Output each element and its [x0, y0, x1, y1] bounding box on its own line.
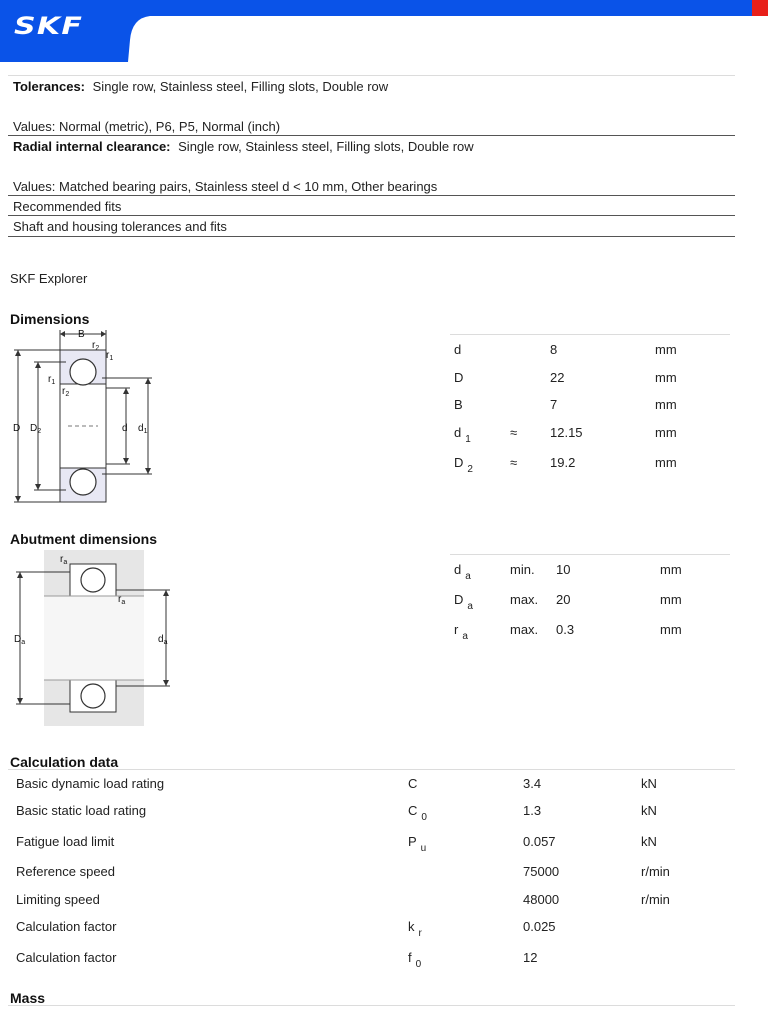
- dimension-unit: mm: [655, 455, 677, 470]
- calc-value: 75000: [523, 864, 560, 879]
- header-banner: [0, 0, 768, 62]
- svg-text:r2: $r_2$: [92, 340, 100, 352]
- abutment-qualifier: max.: [510, 592, 539, 607]
- clearance-text[interactable]: Single row, Stainless steel, Filling slots, Double row: [178, 139, 474, 154]
- dimension-value: 8: [550, 342, 558, 357]
- dimension-symbol: D: [454, 370, 464, 385]
- svg-text:r1: $r_1$: [48, 374, 56, 386]
- skf-logo[interactable]: SKF: [14, 12, 84, 40]
- dimension-value: 12.15: [550, 425, 583, 440]
- svg-text:ra: $r_a$: [60, 554, 68, 566]
- calc-label: Reference speed: [16, 864, 116, 879]
- calc-unit: r/min: [641, 864, 670, 879]
- svg-text:r1: $r_1$: [106, 350, 114, 362]
- clearance-label: Radial internal clearance:: [13, 139, 171, 154]
- tolerances-values[interactable]: Values: Normal (metric), P6, P5, Normal (inch): [13, 119, 281, 134]
- abutment-symbol: d $_a$: [454, 562, 471, 582]
- abutment-symbol: r $_a$: [454, 622, 468, 642]
- divider: [8, 769, 735, 770]
- divider: [450, 554, 730, 555]
- divider: [8, 135, 735, 136]
- abutment-value: 10: [556, 562, 571, 577]
- mass-title: Mass: [10, 990, 46, 1006]
- clearance-row: [13, 139, 474, 154]
- abutment-unit: mm: [660, 562, 682, 577]
- dimension-symbol: d: [454, 342, 462, 357]
- divider: [8, 236, 735, 237]
- skf-explorer-label: SKF Explorer: [10, 271, 88, 286]
- approx-symbol: ≈: [510, 455, 518, 470]
- recommended-fits-link[interactable]: Recommended fits: [13, 199, 122, 214]
- calc-value: 1.3: [523, 803, 542, 818]
- svg-text:ra: $r_a$: [118, 594, 126, 606]
- divider: [8, 215, 735, 216]
- dimension-value: 19.2: [550, 455, 576, 470]
- label-B: B: [78, 329, 85, 340]
- calc-label: Calculation factor: [16, 919, 117, 934]
- divider: [8, 195, 735, 196]
- calc-symbol: k $_r$: [408, 919, 422, 939]
- dimension-symbol: B: [454, 397, 463, 412]
- abutment-symbol: D $_a$: [454, 592, 473, 612]
- abutment-qualifier: min.: [510, 562, 535, 577]
- dimension-unit: mm: [655, 370, 677, 385]
- clearance-values[interactable]: Values: Matched bearing pairs, Stainless steel d < 10 mm, Other bearings: [13, 179, 438, 194]
- abutment-qualifier: max.: [510, 622, 539, 637]
- divider: [8, 1005, 735, 1006]
- calc-symbol: P $_u$: [408, 834, 427, 854]
- tolerances-row: [13, 79, 388, 94]
- dimensions-title: Dimensions: [10, 311, 90, 327]
- dimension-symbol: D $_2$: [454, 455, 473, 475]
- calc-unit: r/min: [641, 892, 670, 907]
- calc-label: Fatigue load limit: [16, 834, 115, 849]
- abutment-value: 20: [556, 592, 571, 607]
- dimension-value: 7: [550, 397, 558, 412]
- calc-value: 12: [523, 950, 538, 965]
- svg-text:da: $d_a$: [158, 634, 168, 646]
- bearing-dimensions-diagram: [8, 328, 158, 504]
- calc-unit: kN: [641, 776, 657, 791]
- calc-label: Basic dynamic load rating: [16, 776, 165, 791]
- calc-label: Basic static load rating: [16, 803, 147, 818]
- svg-text:d: d: [122, 423, 128, 434]
- calc-symbol: f $_0$: [408, 950, 422, 970]
- approx-symbol: ≈: [510, 425, 518, 440]
- dimension-unit: mm: [655, 397, 677, 412]
- abutment-diagram: [8, 550, 178, 728]
- divider: [450, 334, 730, 335]
- calculation-title: Calculation data: [10, 754, 119, 770]
- calc-value: 3.4: [523, 776, 542, 791]
- dimension-unit: mm: [655, 342, 677, 357]
- dimension-value: 22: [550, 370, 565, 385]
- abutment-unit: mm: [660, 592, 682, 607]
- svg-text:D2: $D_2$: [30, 423, 42, 435]
- calc-label: Limiting speed: [16, 892, 100, 907]
- svg-text:d1: $d_1$: [138, 423, 148, 435]
- svg-text:D: D: [13, 423, 21, 434]
- calc-unit: kN: [641, 803, 657, 818]
- calc-symbol: C $_0$: [408, 803, 427, 823]
- tolerances-text[interactable]: Single row, Stainless steel, Filling slots, Double row: [92, 79, 389, 94]
- dimension-symbol: d $_1$: [454, 425, 471, 445]
- tolerances-label: Tolerances:: [13, 79, 86, 94]
- calc-value: 0.057: [523, 834, 556, 849]
- svg-text:Da: $D_a$: [14, 634, 26, 646]
- dimension-unit: mm: [655, 425, 677, 440]
- abutment-unit: mm: [660, 622, 682, 637]
- calc-symbol: C: [408, 776, 418, 791]
- svg-text:r2: $r_2$: [62, 386, 70, 398]
- calc-label: Calculation factor: [16, 950, 117, 965]
- calc-unit: kN: [641, 834, 657, 849]
- calc-value: 0.025: [523, 919, 556, 934]
- calc-value: 48000: [523, 892, 560, 907]
- abutment-value: 0.3: [556, 622, 575, 637]
- abutment-title: Abutment dimensions: [10, 531, 158, 547]
- shaft-housing-link[interactable]: Shaft and housing tolerances and fits: [13, 219, 227, 234]
- divider: [8, 75, 735, 76]
